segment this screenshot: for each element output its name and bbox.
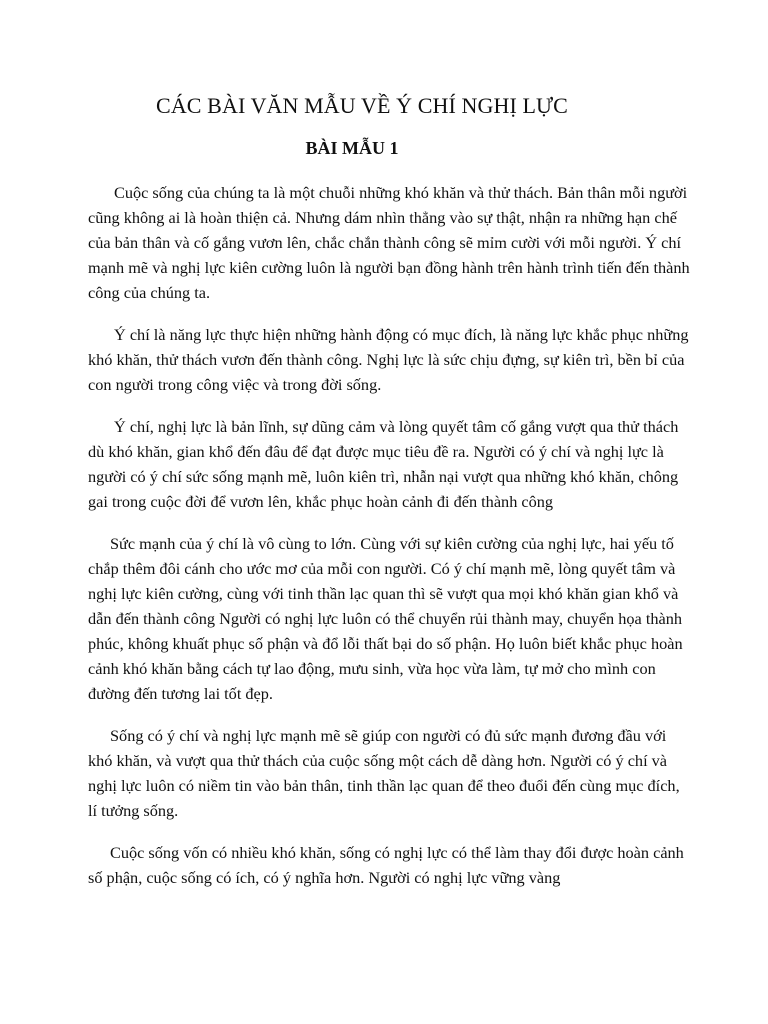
paragraph-4: Sức mạnh của ý chí là vô cùng to lớn. Cùng với sự kiên cường của nghị lực, hai yếu tố chắp thêm đôi cánh cho ước mơ của mỗi con người. Có ý chí mạnh mẽ, lòng quyết tâm và nghị lực kiên cường, cùng với tinh thần lạc quan thì sẽ vượt qua mọi khó khăn gian khổ và dẫn đến thành công Người có nghị lực luôn có thể chuyển rủi thành may, chuyển họa thành phúc, không khuất phục số phận và đổ lỗi thất bại do số phận. Họ luôn biết khắc phục hoàn cảnh khó khăn bằng cách tự lao động, mưu sinh, vừa học vừa làm, tự mở cho mình con đường đến tương lai tốt đẹp. (88, 534, 683, 703)
paragraph-6: Cuộc sống vốn có nhiều khó khăn, sống có nghị lực có thể làm thay đổi được hoàn cảnh số phận, cuộc sống có ích, có ý nghĩa hơn. Người có nghị lực vững vàng (88, 843, 684, 887)
document-title: CÁC BÀI VĂN MẪU VỀ Ý CHÍ NGHỊ LỰC (156, 93, 568, 118)
paragraph-2: Ý chí là năng lực thực hiện những hành động có mục đích, là năng lực khắc phục những khó khăn, thử thách vươn đến thành công. Nghị lực là sức chịu đựng, sự kiên trì, bền bỉ của con người trong công việc và trong đời sống. (88, 325, 689, 394)
paragraph-1: Cuộc sống của chúng ta là một chuỗi những khó khăn và thử thách. Bản thân mỗi người cũng không ai là hoàn thiện cả. Nhưng dám nhìn thẳng vào sự thật, nhận ra những hạn chế của bản thân và cố gắng vươn lên, chắc chắn thành công sẽ mỉm cười với mỗi người. Ý chí mạnh mẽ và nghị lực kiên cường luôn là người bạn đồng hành trên hành trình tiến đến thành công của chúng ta. (88, 183, 690, 302)
paragraph-5: Sống có ý chí và nghị lực mạnh mẽ sẽ giúp con người có đủ sức mạnh đương đầu với khó khăn, và vượt qua thử thách của cuộc sống một cách dễ dàng hơn. Người có ý chí và nghị lực luôn có niềm tin vào bản thân, tinh thần lạc quan để theo đuổi đến cùng mục đích, lí tưởng sống. (88, 726, 680, 820)
document-body (88, 180, 692, 907)
document-subtitle: BÀI MẪU 1 (305, 138, 399, 158)
paragraph-3: Ý chí, nghị lực là bản lĩnh, sự dũng cảm và lòng quyết tâm cố gắng vượt qua thử thách dù khó khăn, gian khổ đến đâu để đạt được mục tiêu đề ra. Người có ý chí và nghị lực là người có ý chí sức sống mạnh mẽ, luôn kiên trì, nhẫn nại vượt qua những khó khăn, chông gai trong cuộc đời để vươn lên, khắc phục hoàn cảnh đi đến thành công (88, 417, 679, 511)
